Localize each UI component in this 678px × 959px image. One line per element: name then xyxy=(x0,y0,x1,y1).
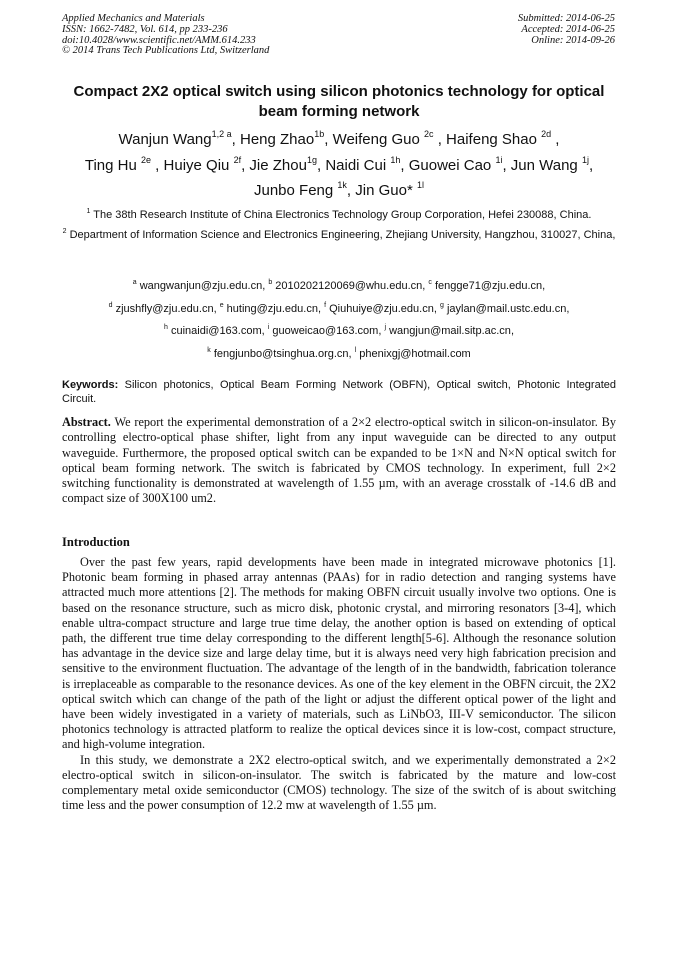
email: $^i$ guoweicao@163.com, xyxy=(267,324,385,337)
issn-line: ISSN: 1662-7482, Vol. 614, pp 233-236 xyxy=(62,23,228,35)
email: $^c$ fengge71@zju.edu.cn, xyxy=(428,279,546,292)
affiliation: $^1$ The 38th Research Institute of China Electronics Technology Group Corporation, Hefei 230088, China. xyxy=(86,208,592,221)
paper-title: Compact 2X2 optical switch using silicon photonics technology for optical beam forming network xyxy=(73,83,605,120)
email-line xyxy=(62,343,616,366)
email: $^l$ phenixgj@hotmail.com xyxy=(354,346,471,360)
email-line xyxy=(62,320,616,343)
keywords-text: Silicon photonics, Optical Beam Forming Network (OBFN), Optical switch, Photonic Integrated Circuit. xyxy=(62,379,616,405)
email: $^g$ jaylan@mail.ustc.edu.cn, xyxy=(439,301,570,315)
author: Wanjun Wang$^{1,2 a}$, xyxy=(118,129,240,148)
doi-line: doi:10.4028/www.scientific.net/AMM.614.233 xyxy=(62,34,256,46)
author: Jin Guo* $^{1l}$ xyxy=(355,180,424,199)
abstract-label: Abstract. xyxy=(62,415,111,429)
email: $^h$ cuinaidi@163.com, xyxy=(164,324,268,337)
email: $^d$ zjushfly@zju.edu.cn, xyxy=(108,301,220,315)
abstract-text: We report the experimental demonstration of a 2×2 electro-optical switch in silicon-on-insulator. By controlling electro-optical phase shifter, light from any input waveguide can be directed to any output waveguide. Furthermore, the proposed optical switch can be expanded to be 1×N and N×N optical switch for optical beam forming network. The switch is fabricated by CMOS technology. In experiment, full 2×2 switching functionality is demonstrated at wavelength of 1.55 µm, with an average crosstalk of -14.6 dB and compact size of 300X100 um2. xyxy=(62,415,616,506)
introduction-body xyxy=(62,555,616,813)
accepted-date: Accepted: 2014-06-25 xyxy=(521,23,615,35)
email: $^f$ Qiuhuiye@zju.edu.cn, xyxy=(324,301,440,315)
email-line xyxy=(62,298,616,321)
author: Jun Wang $^{1j}$, xyxy=(510,154,594,174)
author: Weifeng Guo $^{2c}$ , xyxy=(332,129,447,148)
author: Ting Hu $^{2e}$ , xyxy=(84,154,164,174)
copyright-line: © 2014 Trans Tech Publications Ltd, Switzerland xyxy=(62,45,270,57)
author-list xyxy=(56,127,622,204)
abstract xyxy=(62,415,616,507)
paragraph: In this study, we demonstrate a 2X2 electro-optical switch, and we experimentally demonstrated a 2×2 electro-optical switch in silicon-on-insulator. The switch is fabricated by the mature and low-cost complementary metal oxide semiconductor (CMOS) technology. The size of the switch of is about switching time less and the power consumption of 12.2 mw at wavelength of 1.55 µm. xyxy=(62,752,616,813)
email: $^a$ wangwanjun@zju.edu.cn, xyxy=(132,279,269,292)
author: Heng Zhao$^{1b}$, xyxy=(239,129,333,148)
online-date: Online: 2014-09-26 xyxy=(531,34,615,46)
affiliations xyxy=(62,208,616,248)
author: Jie Zhou$^{1g}$, xyxy=(249,154,326,174)
paragraph: Over the past few years, rapid developments have been made in integrated microwave photonics [1]. Photonic beam forming in phased array antennas (PAAs) for in radio detection and ranging systems have attracted much more attentions [2]. The methods for making OBFN circuit usually involve two options. One is based on the resonance structure, such as micro disk, photonic crystal, and mirroring resonators [3-4], which enable ultra-compact structure and large true time delay, the another option is based on extending of optical path, the different true time delay corresponding to the different length[5-6]. Although the resonance solution has advantage in the device size and large delay time, but it is always need very high fabrication precision and sensitive to the environment fluctuation. The advantage of the length of in the bandwidth, fabrication tolerance is irreplaceable as comparable to the resonance devices. As one of the key element in the OBFN circuit, the 2X2 optical switch which can change of the path of the light or adjust the different optical power of the light and have been widely investigated in a variety of materials, such as LiNbO3, III-V semiconductor. The silicon photonics technology is attracted platform to realize the optical devices since it is low-cost, compact structure, and high-volume integration. xyxy=(62,555,616,752)
author: Junbo Feng $^{1k}$, xyxy=(254,180,356,199)
email: $^e$ huting@zju.edu.cn, xyxy=(219,301,325,315)
keywords xyxy=(62,378,616,406)
email: $^j$ wangjun@mail.sitp.ac.cn, xyxy=(384,324,514,337)
journal-name: Applied Mechanics and Materials xyxy=(62,13,205,24)
author: Naidi Cui $^{1h}$, xyxy=(325,154,409,174)
dates-header xyxy=(518,14,615,46)
section-heading-introduction: Introduction xyxy=(62,535,130,549)
affiliation: $^2$ Department of Information Science and Electronics Engineering, Zhejiang University, Hangzhou, 310027, China, xyxy=(62,228,616,241)
email-line xyxy=(62,275,616,298)
author: Haifeng Shao $^{2d}$ , xyxy=(446,129,560,148)
journal-header xyxy=(62,14,269,57)
author: Huiye Qiu $^{2f}$, xyxy=(163,154,250,174)
keywords-label: Keywords: xyxy=(62,379,119,391)
submitted-date: Submitted: 2014-06-25 xyxy=(517,13,615,24)
email: $^k$ fengjunbo@tsinghua.org.cn, xyxy=(207,346,355,360)
email-list xyxy=(62,275,616,365)
author: Guowei Cao $^{1i}$, xyxy=(408,154,511,174)
email: $^b$ 2010202120069@whu.edu.cn, xyxy=(268,279,429,292)
